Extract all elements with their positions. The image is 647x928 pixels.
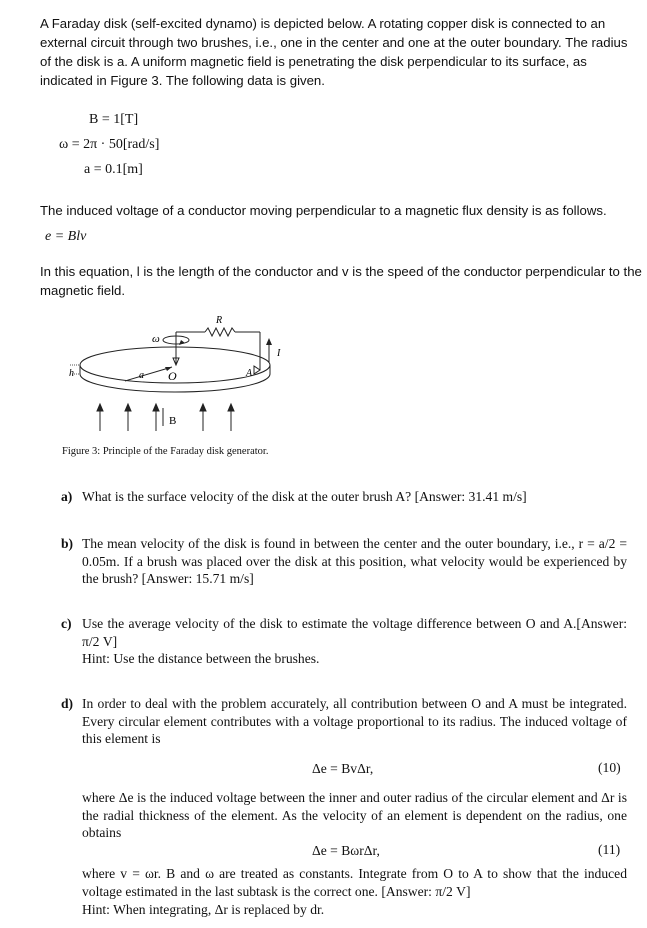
question-d-para1: In order to deal with the problem accurately, all contribution between O and A must be integrated. Every circular element contributes with a voltage proportional to its radius. The induced voltage of this element is [82, 696, 627, 746]
equation-11: Δe = BωrΔr, [312, 843, 380, 858]
question-a-text: What is the surface velocity of the disk at the outer brush A? [Answer: 31.41 m/s] [82, 489, 527, 504]
question-d-hint: Hint: When integrating, Δr is replaced by dr. [82, 902, 325, 917]
label-a: a [139, 370, 144, 381]
current-arrowhead [266, 338, 272, 345]
label-h: h [69, 368, 74, 379]
label-omega: ω [152, 333, 160, 345]
induced-explanation: In this equation, l is the length of the conductor and v is the speed of the conductor perpendicular to the magnetic field. [40, 264, 642, 298]
given-b: B = 1[T] [89, 112, 139, 127]
induced-text: The induced voltage of a conductor moving perpendicular to a magnetic flux density is as follows. [40, 203, 607, 218]
faraday-disk-figure [55, 308, 295, 433]
label-A: A [246, 368, 253, 379]
equation-11-number: (11) [598, 842, 621, 857]
given-a: a = 0.1[m] [84, 162, 143, 177]
label-o: O [168, 369, 177, 383]
question-d-label: d) [61, 696, 74, 711]
equation-10: Δe = BvΔr, [312, 761, 374, 776]
question-c-text: Use the average velocity of the disk to estimate the voltage difference between O and A.[Answer: π/2 V] [82, 616, 627, 649]
label-r: R [216, 315, 223, 326]
outer-brush [254, 366, 260, 374]
question-a-label: a) [61, 489, 73, 504]
question-d-para3: where v = ωr. B and ω are treated as constants. Integrate from O to A to show that the induced voltage estimated in the last subtask is the correct one. [Answer: π/2 V] [82, 866, 627, 899]
b-field-arrows [97, 404, 234, 431]
given-omega: ω = 2π · 50[rad/s] [59, 137, 160, 152]
figure-caption: Figure 3: Principle of the Faraday disk generator. [62, 446, 269, 457]
question-c-label: c) [61, 616, 72, 631]
label-i: I [277, 348, 281, 359]
label-b: B [169, 415, 177, 427]
resistor-r [205, 328, 235, 336]
question-d-para2: where Δe is the induced voltage between the inner and outer radius of the circular element and Δr is the radial thickness of the element. As the velocity of an element is dependent on the radius, one obtains [82, 790, 627, 840]
question-c-hint: Hint: Use the distance between the brushes. [82, 651, 320, 666]
question-b-text: The mean velocity of the disk is found in between the center and the outer boundary, i.e., r = a/2 = 0.05m. If a brush was placed over the disk at this position, what velocity would be experienced by the brush? [Answer: 15.71 m/s] [82, 536, 627, 586]
induced-formula: e = Blv [45, 229, 87, 244]
intro-paragraph: A Faraday disk (self-excited dynamo) is depicted below. A rotating copper disk is connected to an external circuit through two brushes, i.e., one in the center and one at the outer boundary. The radius of the disk is a. A uniform magnetic field is penetrating the disk perpendicular to its surface, as indicated in Figure 3. The following data is given. [40, 16, 628, 88]
question-b-label: b) [61, 536, 74, 551]
rotation-arrowhead [179, 340, 185, 345]
radius-line [125, 367, 172, 381]
equation-10-number: (10) [598, 760, 621, 775]
